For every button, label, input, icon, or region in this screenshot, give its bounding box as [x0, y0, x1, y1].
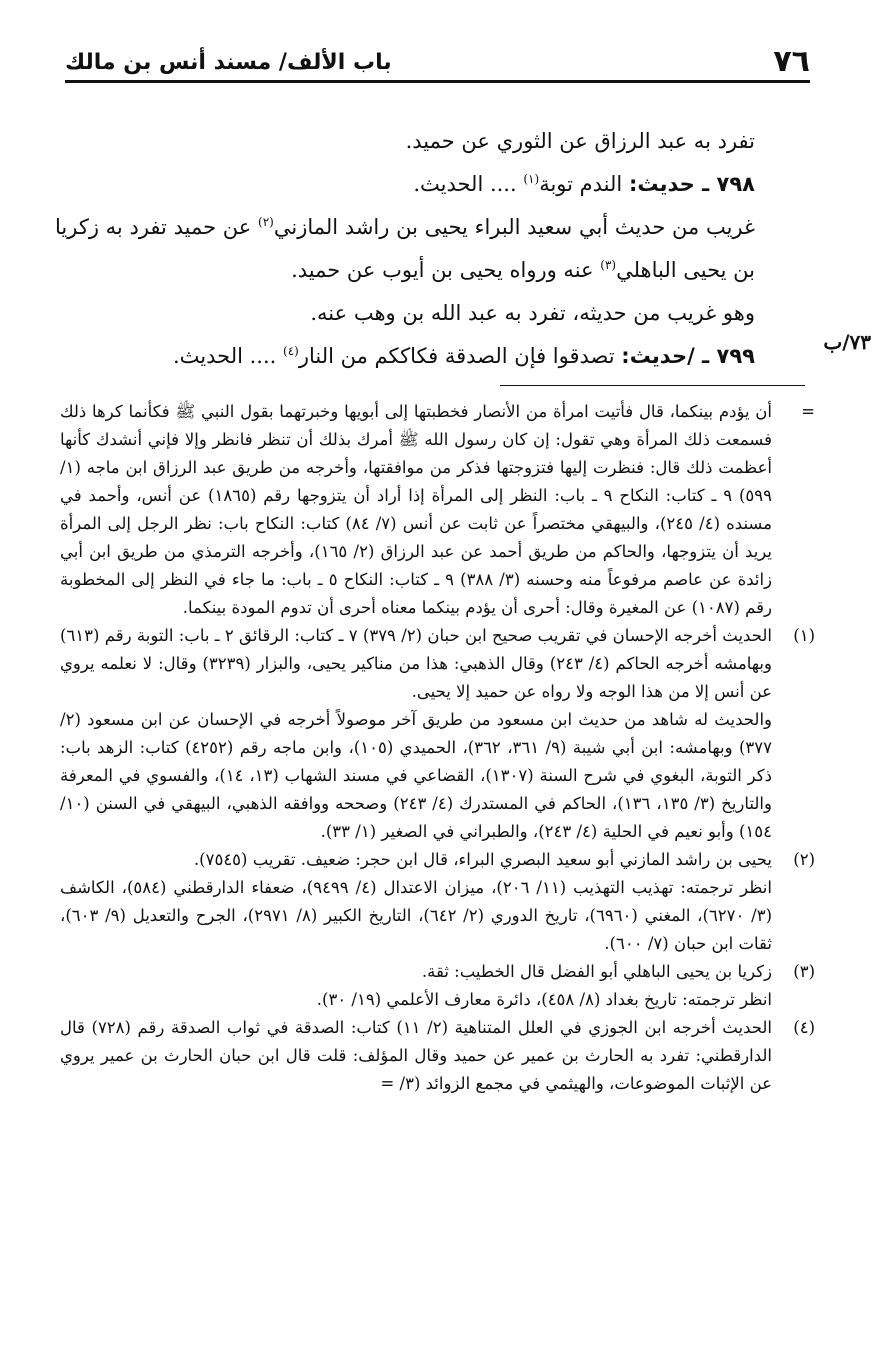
footnote-text: الحديث أخرجه ابن الجوزي في العلل المتناهية (٢/ ١١) كتاب: الصدقة في ثواب الصدقة رقم (٧٢٨) قال الدارقطني: تفرد به الحارث بن عمير عن حميد وقال المؤلف: قلت قال ابن حبان الحارث بن عمير يروي عن الإثبات الموضوعات، والهيثمي في مجمع الزوائد (٣/ =: [60, 1018, 773, 1093]
footnote-4: [60, 1014, 815, 1098]
footnote-text: زكريا بن يحيى الباهلي أبو الفضل قال الخطيب: ثقة.: [421, 962, 772, 981]
footnote-number: (٢): [793, 850, 815, 869]
page-number: ٧٦: [773, 44, 810, 79]
hadith-tail: .... الحديث.: [413, 172, 517, 196]
footnote-text: والحديث له شاهد من حديث ابن مسعود من طريق آخر موصولاً أخرجه في الإحسان عن ابن مسعود (٢/ ٣٧٧) وبهامشه: ابن أبي شيبة (٩/ ٣٦١، ٣٦٢)، الحميدي (١٠٥)، وابن ماجه رقم (٤٢٥٢) كتاب: الزهد باب: ذكر التوبة، البغوي في شرح السنة (١٣٠٧)، القضاعي في مسند الشهاب (١٣، ١٤)، والفسوي في المعرفة والتاريخ (٣/ ١٣٥، ١٣٦)، الحاكم في المستدرك (٤/ ٢٤٣) وصححه ووافقه الذهبي، البيهقي في السنن (١٠/ ١٥٤) وأبو نعيم في الحلية (٤/ ٢٤٣)، والطبراني في الصغير (١/ ٣٣).: [60, 710, 772, 841]
footnote-text: انظر ترجمته: تاريخ بغداد (٨/ ٤٥٨)، دائرة معارف الأعلمي (١٩/ ٣٠).: [316, 990, 772, 1009]
footnote-2: [60, 846, 815, 958]
footnote-text: انظر ترجمته: تهذيب التهذيب (١١/ ٢٠٦)، ميزان الاعتدال (٤/ ٩٤٩٩)، ضعفاء الدارقطني (٥٨٤)، الكاشف (٣/ ٦٢٧٠)، المغني (٦٩٦٠)، تاريخ الدوري (٢/ ٦٤٢)، التاريخ الكبير (٨/ ٢٩٧١)، الجرح والتعديل (٩/ ٦٠٣)، ثقات ابن حبان (٧/ ٦٠٠).: [60, 878, 772, 953]
text-span: عن حميد تفرد به زكريا بن يحيى الباهلي: [55, 215, 755, 282]
hadith-text: الندم توبة: [539, 172, 623, 196]
hadith-number: ٧٩٩ ـ /حديث:: [621, 344, 755, 368]
footnote-ref[interactable]: (٢): [258, 215, 274, 229]
text-span: غريب من حديث أبي سعيد البراء يحيى بن راشد المازني: [273, 215, 755, 239]
footnote-ref[interactable]: (٤): [283, 344, 299, 358]
footnotes: [60, 398, 815, 1098]
hadith-798: [55, 163, 810, 206]
footnote-separator: [500, 385, 805, 386]
continuation-mark: =: [801, 402, 815, 421]
footnote-ref[interactable]: (١): [523, 172, 540, 186]
running-title: باب الألف/ مسند أنس بن مالك: [65, 50, 392, 75]
footnote-continuation: [60, 398, 815, 622]
hadith-number: ٧٩٨ ـ حديث:: [628, 172, 755, 196]
main-text: [55, 120, 810, 378]
manuscript-folio-mark: ٧٣/ب: [823, 330, 871, 354]
hadith-tail: .... الحديث.: [173, 344, 277, 368]
footnote-number: (١): [793, 626, 815, 645]
text-span: عنه ورواه يحيى بن أيوب عن حميد.: [291, 258, 594, 282]
paragraph: وهو غريب من حديثه، تفرد به عبد الله بن وهب عنه.: [310, 301, 755, 325]
footnote-text: أن يؤدم بينكما، قال فأتيت امرأة من الأنصار فخطبتها إلى أبويها وخبرتهما بقول النبي ﷺ فكأنما كرها ذلك فسمعت ذلك المرأة وهي تقول: إن كان رسول الله ﷺ أمرك بذلك أن تنظر فانظر وإلا فإني أنشدك كأنها أعظمت ذلك قال: فنظرت إليها فتزوجتها فذكر من موافقتها، وأخرجه من طريق عبد الرزاق ابن ماجه (١/ ٥٩٩) ٩ ـ كتاب: النكاح ٩ ـ باب: النظر إلى المرأة إذا أراد أن يتزوجها رقم (١٨٦٥) عن أنس، وأحمد في مسنده (٤/ ٢٤٥)، والبيهقي مختصراً عن ثابت عن أنس (٧/ ٨٤) كتاب: النكاح باب: نظر الرجل إلى المرأة يريد أن يتزوجها، والحاكم من طريق أحمد عن عبد الرزاق (٢/ ١٦٥)، وأخرجه الترمذي من طريق ابن أبي زائدة عن عاصم مرفوعاً منه وحسنه (٣/ ٣٨٨) ٩ ـ كتاب: النكاح ٥ ـ باب: ما جاء في النظر إلى المخطوبة رقم (١٠٨٧) عن المغيرة وقال: أحرى أن يؤدم بينكما معناه أحرى أن تدوم المودة بينكما.: [60, 402, 773, 617]
text-line: تفرد به عبد الرزاق عن الثوري عن حميد.: [405, 129, 755, 153]
footnote-text: يحيى بن راشد المازني أبو سعيد البصري البراء، قال ابن حجر: ضعيف. تقريب (٧٥٤٥).: [193, 850, 772, 869]
footnote-ref[interactable]: (٣): [600, 258, 617, 272]
hadith-799: [55, 335, 810, 378]
footnote-number: (٤): [793, 1018, 815, 1037]
hadith-text: تصدقوا فإن الصدقة فكاككم من النار: [298, 344, 615, 368]
footnote-3: [60, 958, 815, 1014]
page-header: [65, 44, 810, 84]
footnote-number: (٣): [793, 962, 815, 981]
header-rule: [65, 80, 810, 83]
footnote-text: الحديث أخرجه الإحسان في تقريب صحيح ابن حبان (٢/ ٣٧٩) ٧ ـ كتاب: الرقائق ٢ ـ باب: التوبة رقم (٦١٣) وبهامشه أخرجه الحاكم (٤/ ٢٤٣) وقال الذهبي: هذا من مناكير يحيى، والبزار (٣٢٣٩) وقال: لا نعلمه يروي عن أنس إلا من هذا الوجه ولا رواه عن حميد إلا يحيى.: [60, 626, 772, 701]
footnote-1: [60, 622, 815, 846]
paragraph: [55, 206, 810, 292]
